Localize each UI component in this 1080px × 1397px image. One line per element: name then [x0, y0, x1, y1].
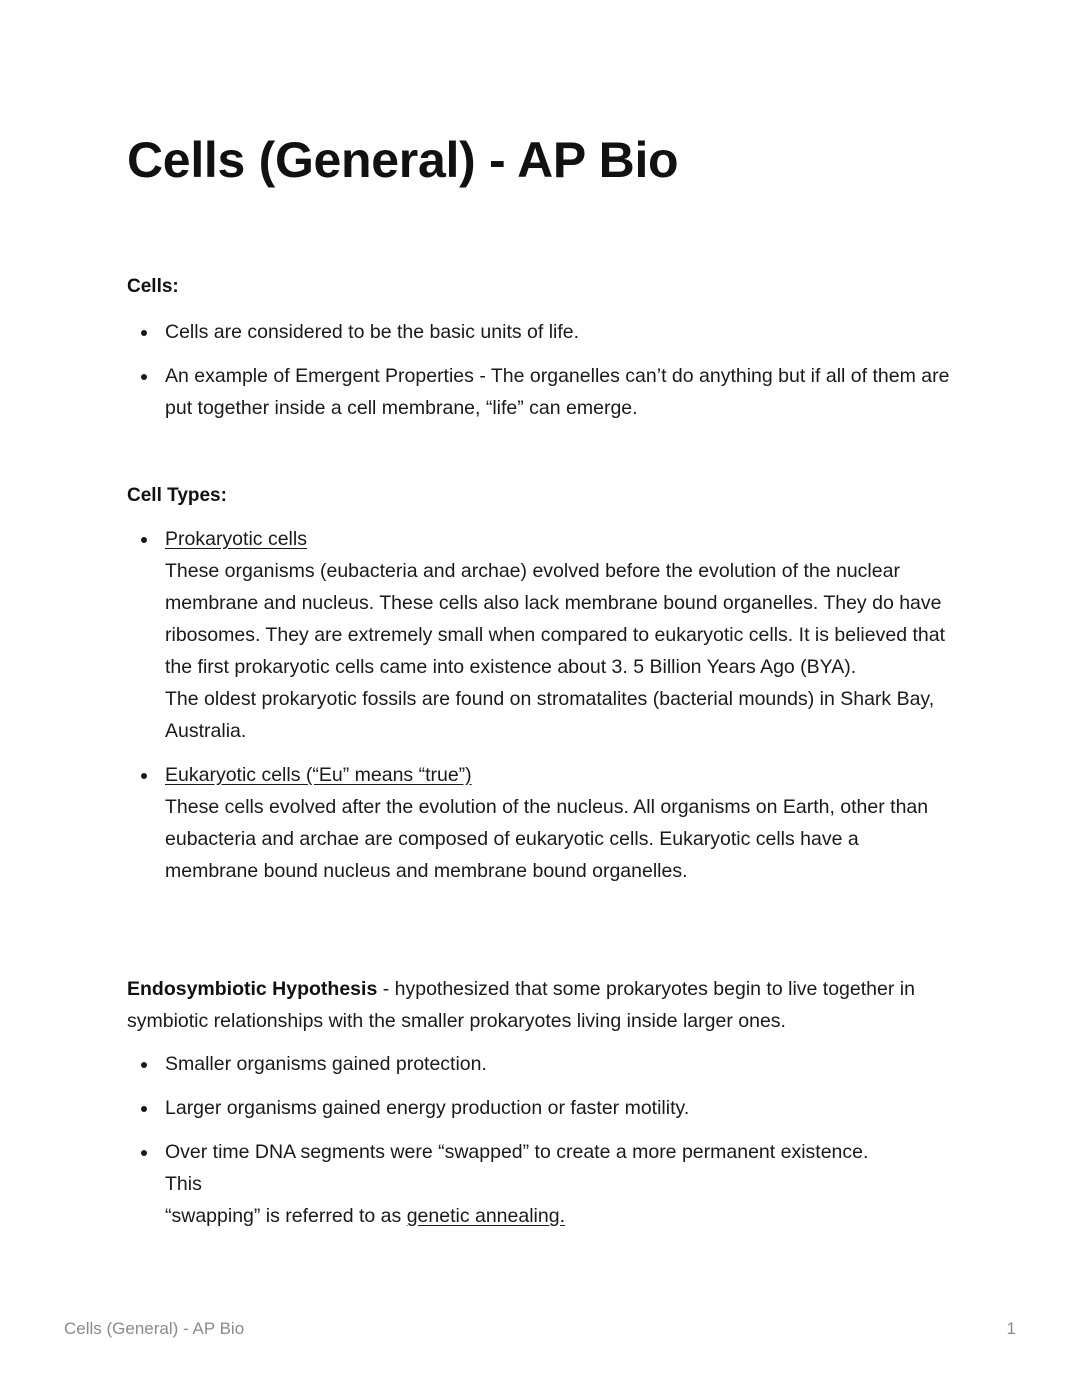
list-item-eukaryotic	[127, 759, 957, 887]
endosymbiotic-paragraph	[127, 973, 957, 1037]
prokaryotic-fossils-note: The oldest prokaryotic fossils are found on stromatalites (bacterial mounds) in Shark Bay, Australia.	[165, 688, 935, 742]
cell-types-heading: Cell Types:	[127, 485, 227, 506]
list-item: Larger organisms gained energy production or faster motility.	[127, 1092, 957, 1124]
prokaryotic-label: Prokaryotic cells	[165, 528, 307, 550]
swapped-text-continued: This	[165, 1173, 202, 1195]
footer-page-number: 1	[1006, 1319, 1016, 1338]
page-title: Cells (General) - AP Bio	[127, 132, 679, 188]
list-item-genetic-annealing	[127, 1136, 957, 1232]
list-item-prokaryotic	[127, 523, 957, 747]
cells-heading: Cells:	[127, 276, 179, 297]
endosymbiotic-definition: - hypothesized that some prokaryotes begin to live together in symbiotic relationships with the smaller prokaryotes living inside larger ones.	[127, 978, 915, 1032]
endosymbiotic-bullet-list	[127, 1048, 957, 1244]
footer-document-title: Cells (General) - AP Bio	[64, 1319, 245, 1338]
endosymbiotic-term: Endosymbiotic Hypothesis	[127, 978, 378, 1000]
swapped-text: Over time DNA segments were “swapped” to create a more permanent existence.	[165, 1141, 869, 1163]
list-item: An example of Emergent Properties - The organelles can’t do anything but if all of them are put together inside a cell membrane, “life” can emerge.	[127, 360, 957, 424]
cell-types-list	[127, 523, 957, 899]
prokaryotic-description: These organisms (eubacteria and archae) evolved before the evolution of the nuclear membrane and nucleus. These cells also lack membrane bound organelles. They do have ribosomes. They are extremely small when compared to eukaryotic cells. It is believed that the first prokaryotic cells came into existence about 3. 5 Billion Years Ago (BYA).	[165, 560, 945, 678]
eukaryotic-label: Eukaryotic cells (“Eu” means “true”)	[165, 764, 472, 786]
eukaryotic-description: These cells evolved after the evolution of the nucleus. All organisms on Earth, other than eubacteria and archae are composed of eukaryotic cells. Eukaryotic cells have a membrane bound nucleus and membrane bound organelles.	[165, 796, 929, 882]
list-item: Smaller organisms gained protection.	[127, 1048, 957, 1080]
swapping-text	[165, 1200, 957, 1232]
list-item: Cells are considered to be the basic units of life.	[127, 316, 957, 348]
genetic-annealing-term: genetic annealing.	[406, 1205, 565, 1227]
swapping-prefix: “swapping” is referred to as	[165, 1205, 407, 1227]
cells-bullet-list	[127, 316, 957, 436]
